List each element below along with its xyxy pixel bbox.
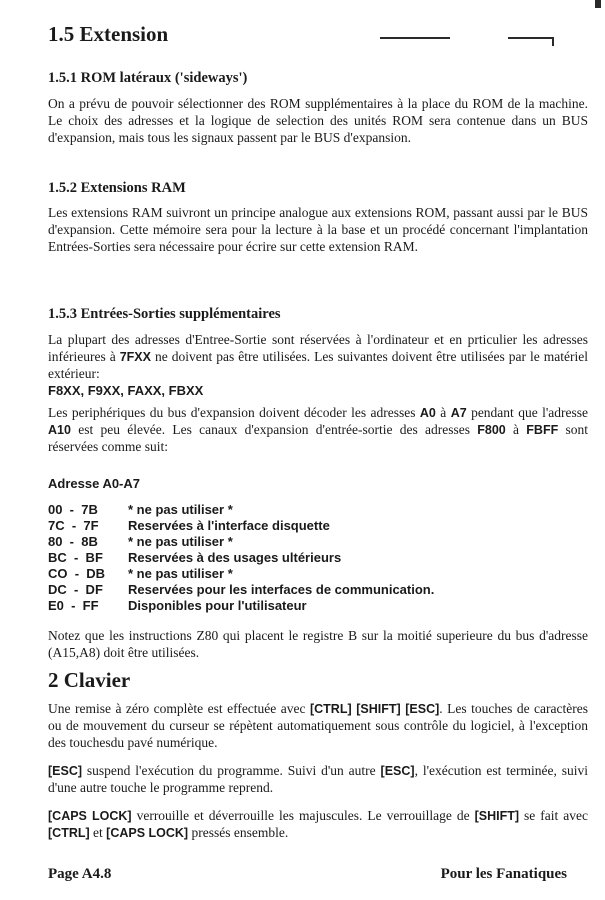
paragraph-esc: [ESC] suspend l'exécution du programme. Suivi d'un autre [ESC], l'exécution est terminée, suivi d'une autre touche le programme reprend. bbox=[48, 763, 589, 795]
address-usage: Reservées à des usages ultérieurs bbox=[128, 550, 342, 565]
subsection-heading-1-5-1: 1.5.1 ROM latéraux ('sideways') bbox=[48, 70, 248, 86]
address-usage: * ne pas utiliser * bbox=[128, 566, 233, 581]
address-range: 7C - 7F bbox=[48, 518, 99, 533]
subsection-heading-1-5-3: 1.5.3 Entrées-Sorties supplémentaires bbox=[48, 306, 281, 322]
paragraph-rom-lateraux: On a prévu de pouvoir sélectionner des ROM supplémentaires à la place du ROM de la machine. Le choix des adresses et la logique de selection des unités ROM sera contenue dans un BUS d'expansion, mais tous les signaux passent par le BUS d'expansion. bbox=[48, 96, 588, 145]
address-range: 00 - 7B bbox=[48, 502, 98, 517]
address-range: BC - BF bbox=[48, 550, 103, 565]
section-heading-1-5: 1.5 Extension bbox=[48, 22, 169, 46]
address-range: E0 - FF bbox=[48, 598, 99, 613]
scan-artifact bbox=[595, 0, 601, 8]
paragraph-reset: Une remise à zéro complète est effectuée avec [CTRL] [SHIFT] [ESC]. Les touches de caractères ou de mouvement du curseur se répètent automatiquement sous contrôle du logiciel, à l'exception des touchesdu pavé numérique. bbox=[48, 701, 588, 750]
address-range: DC - DF bbox=[48, 582, 103, 597]
paragraph-z80-note: Notez que les instructions Z80 qui placent le registre B sur la moitié superieure du bus d'adresse (A15,A8) doit être utilisées. bbox=[48, 628, 588, 660]
paragraph-entrees-sorties-2: Les periphériques du bus d'expansion doivent décoder les adresses A0 à A7 pendant que l'adresse A10 est peu élevée. Les canaux d'expansion d'entrée-sortie des adresses F800 à FBFF sont réservées comme suit: bbox=[48, 405, 588, 454]
reserved-address-codes: F8XX, F9XX, FAXX, FBXX bbox=[48, 383, 204, 398]
table-row bbox=[48, 518, 568, 534]
address-usage: Reservées pour les interfaces de communication. bbox=[128, 582, 435, 597]
table-row bbox=[48, 502, 568, 518]
paragraph-extensions-ram: Les extensions RAM suivront un principe analogue aux extensions ROM, passant aussi par le BUS d'expansion. Cette mémoire sera pour la lecture à la base et un procédé concernant l'implantation Entrées-Sorties sera nécessaire pour écrire sur cette extension RAM. bbox=[48, 205, 588, 254]
page-number: Page A4.8 bbox=[48, 866, 112, 882]
address-usage: Disponibles pour l'utilisateur bbox=[128, 598, 307, 613]
paragraph-caps-lock: [CAPS LOCK] verrouille et déverrouille les majuscules. Le verrouillage de [SHIFT] se fait avec [CTRL] et [CAPS LOCK] pressés ensemble. bbox=[48, 808, 588, 840]
address-table-heading: Adresse A0-A7 bbox=[48, 476, 141, 491]
table-row bbox=[48, 566, 568, 582]
address-range: CO - DB bbox=[48, 566, 106, 581]
paragraph-entrees-sorties-1: La plupart des adresses d'Entree-Sortie sont réservées à l'ordinateur et en prticulier les adresses inférieures à 7FXX ne doivent pas être utilisées. Les suivantes doivent être utilisées par le matériel extérieur: bbox=[48, 332, 588, 381]
table-row bbox=[48, 550, 568, 566]
footer-title: Pour les Fanatiques bbox=[440, 866, 567, 882]
address-table bbox=[48, 502, 568, 614]
section-heading-2: 2 Clavier bbox=[48, 668, 131, 692]
table-row bbox=[48, 598, 568, 614]
address-usage: Reservées à l'interface disquette bbox=[128, 518, 330, 533]
subsection-heading-1-5-2: 1.5.2 Extensions RAM bbox=[48, 180, 186, 196]
table-row bbox=[48, 582, 568, 598]
table-row bbox=[48, 534, 568, 550]
address-usage: * ne pas utiliser * bbox=[128, 534, 233, 549]
address-usage: * ne pas utiliser * bbox=[128, 502, 233, 517]
address-range: 80 - 8B bbox=[48, 534, 98, 549]
